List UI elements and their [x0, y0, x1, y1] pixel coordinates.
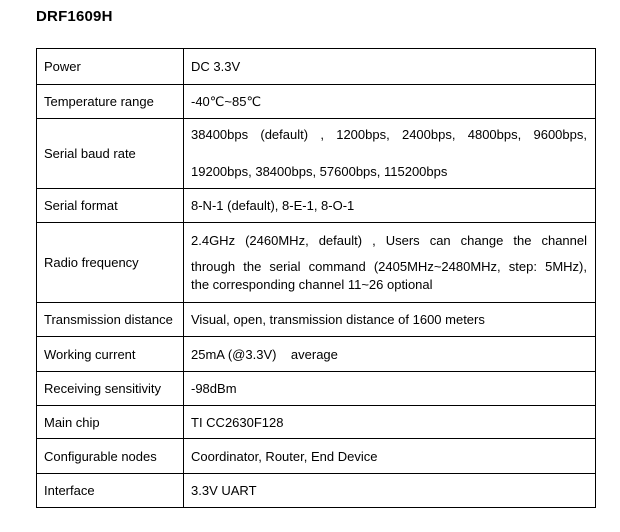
row-value	[184, 119, 596, 189]
row-label: Configurable nodes	[37, 439, 184, 474]
table-row-temperature	[37, 85, 596, 119]
table-row-main-chip	[37, 406, 596, 439]
row-value: 25mA (@3.3V) average	[184, 337, 596, 372]
table-row-radio-frequency	[37, 223, 596, 303]
row-label: Serial baud rate	[37, 119, 184, 189]
row-label: Interface	[37, 474, 184, 508]
row-label: Working current	[37, 337, 184, 372]
row-label: Power	[37, 49, 184, 85]
table-row-working-current	[37, 337, 596, 372]
row-label: Radio frequency	[37, 223, 184, 303]
table-row-power	[37, 49, 596, 85]
row-label: Receiving sensitivity	[37, 372, 184, 406]
value-line: the corresponding channel 11~26 optional	[191, 276, 433, 292]
table-row-interface	[37, 474, 596, 508]
row-value: 3.3V UART	[184, 474, 596, 508]
value-line: 19200bps, 38400bps, 57600bps, 115200bps	[191, 164, 448, 179]
row-value: DC 3.3V	[184, 49, 596, 85]
row-value	[184, 223, 596, 303]
row-label: Serial format	[37, 189, 184, 223]
row-value: -40℃~85℃	[184, 85, 596, 119]
row-label: Main chip	[37, 406, 184, 439]
table-row-receiving-sensitivity	[37, 372, 596, 406]
spec-table	[36, 48, 596, 508]
table-row-configurable-nodes	[37, 439, 596, 474]
value-line: through the serial command (2405MHz~2480MHz, step: 5MHz),	[191, 258, 587, 274]
table-row-serial-format	[37, 189, 596, 223]
value-line: 38400bps (default) , 1200bps, 2400bps, 4800bps, 9600bps,	[191, 127, 587, 142]
row-label: Temperature range	[37, 85, 184, 119]
row-value: -98dBm	[184, 372, 596, 406]
row-label: Transmission distance	[37, 303, 184, 337]
document-title: DRF1609H	[36, 8, 113, 25]
row-value: Coordinator, Router, End Device	[184, 439, 596, 474]
row-value: Visual, open, transmission distance of 1600 meters	[184, 303, 596, 337]
table-row-baud-rate	[37, 119, 596, 189]
row-value: 8-N-1 (default), 8-E-1, 8-O-1	[184, 189, 596, 223]
table-row-transmission-distance	[37, 303, 596, 337]
value-line: 2.4GHz (2460MHz, default) , Users can change the channel	[191, 232, 587, 248]
row-value: TI CC2630F128	[184, 406, 596, 439]
